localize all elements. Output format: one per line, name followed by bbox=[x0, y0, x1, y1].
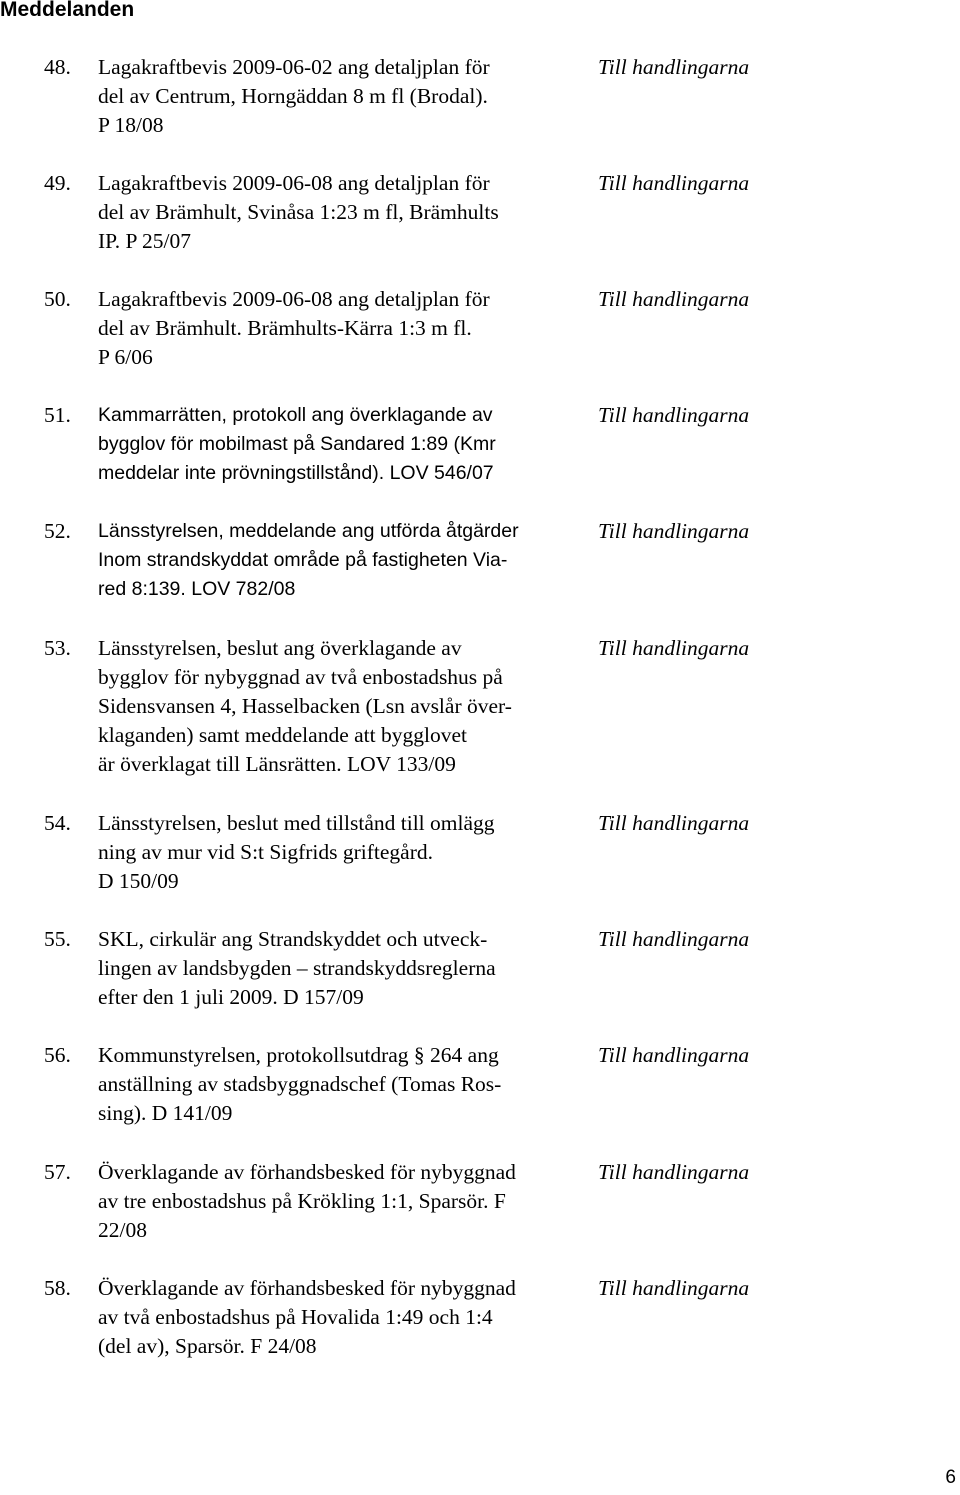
item-status: Till handlingarna bbox=[598, 1160, 750, 1184]
item-line: D 150/09 bbox=[98, 869, 179, 893]
item-line: del av Centrum, Horngäddan 8 m fl (Brodal). bbox=[98, 84, 488, 108]
item-line: av två enbostadshus på Hovalida 1:49 och 1:4 bbox=[98, 1305, 493, 1329]
item-line: P 6/06 bbox=[98, 345, 153, 369]
item-text bbox=[98, 925, 588, 1012]
item-line: lingen av landsbygden – strandskyddsreglerna bbox=[98, 956, 496, 980]
item-text bbox=[98, 1274, 588, 1361]
item-line: Inom strandskyddat område på fastigheten Via- bbox=[98, 549, 508, 571]
item-text bbox=[98, 517, 588, 604]
item-number: 48. bbox=[44, 55, 71, 79]
item-line: Lagakraftbevis 2009-06-08 ang detaljplan för bbox=[98, 171, 490, 195]
item-number: 49. bbox=[44, 171, 71, 195]
item-number: 58. bbox=[44, 1276, 71, 1300]
item-text bbox=[98, 53, 588, 140]
item-number: 51. bbox=[44, 403, 71, 427]
item-line: Kommunstyrelsen, protokollsutdrag § 264 ang bbox=[98, 1043, 499, 1067]
item-line: (del av), Sparsör. F 24/08 bbox=[98, 1334, 317, 1358]
item-line: klaganden) samt meddelande att bygglovet bbox=[98, 723, 467, 747]
item-line: av tre enbostadshus på Krökling 1:1, Sparsör. F bbox=[98, 1189, 506, 1213]
item-text bbox=[98, 1158, 588, 1245]
item-number: 54. bbox=[44, 811, 71, 835]
item-text bbox=[98, 401, 588, 488]
item-status: Till handlingarna bbox=[598, 927, 750, 951]
item-status: Till handlingarna bbox=[598, 636, 750, 660]
item-line: Länsstyrelsen, meddelande ang utförda åtgärder bbox=[98, 520, 519, 542]
page-title: Meddelanden bbox=[0, 0, 135, 21]
item-line: är överklagat till Länsrätten. LOV 133/09 bbox=[98, 752, 456, 776]
item-text bbox=[98, 169, 588, 256]
item-line: Kammarrätten, protokoll ang överklagande av bbox=[98, 404, 493, 426]
item-line: sing). D 141/09 bbox=[98, 1101, 233, 1125]
item-line: Överklagande av förhandsbesked för nybyggnad bbox=[98, 1160, 516, 1184]
item-line: Länsstyrelsen, beslut med tillstånd till omlägg bbox=[98, 811, 495, 835]
item-text bbox=[98, 285, 588, 372]
page-number: 6 bbox=[945, 1467, 956, 1488]
item-number: 53. bbox=[44, 636, 71, 660]
item-number: 52. bbox=[44, 519, 71, 543]
item-text bbox=[98, 809, 588, 896]
item-number: 57. bbox=[44, 1160, 71, 1184]
item-line: meddelar inte prövningstillstånd). LOV 546/07 bbox=[98, 462, 494, 484]
item-line: IP. P 25/07 bbox=[98, 229, 191, 253]
item-line: red 8:139. LOV 782/08 bbox=[98, 578, 296, 600]
item-number: 55. bbox=[44, 927, 71, 951]
item-line: Sidensvansen 4, Hasselbacken (Lsn avslår över- bbox=[98, 694, 512, 718]
item-line: Lagakraftbevis 2009-06-08 ang detaljplan för bbox=[98, 287, 490, 311]
item-status: Till handlingarna bbox=[598, 287, 750, 311]
item-number: 56. bbox=[44, 1043, 71, 1067]
item-line: ning av mur vid S:t Sigfrids griftegård. bbox=[98, 840, 434, 864]
item-text bbox=[98, 634, 588, 779]
item-line: del av Brämhult, Svinåsa 1:23 m fl, Brämhults bbox=[98, 200, 499, 224]
item-status: Till handlingarna bbox=[598, 1276, 750, 1300]
item-status: Till handlingarna bbox=[598, 811, 750, 835]
item-line: 22/08 bbox=[98, 1218, 147, 1242]
item-line: Länsstyrelsen, beslut ang överklagande av bbox=[98, 636, 462, 660]
item-status: Till handlingarna bbox=[598, 171, 750, 195]
item-line: bygglov för mobilmast på Sandared 1:89 (Kmr bbox=[98, 433, 496, 455]
item-status: Till handlingarna bbox=[598, 519, 750, 543]
item-number: 50. bbox=[44, 287, 71, 311]
item-line: bygglov för nybyggnad av två enbostadshus på bbox=[98, 665, 503, 689]
item-line: anställning av stadsbyggnadschef (Tomas Ros- bbox=[98, 1072, 502, 1096]
item-status: Till handlingarna bbox=[598, 55, 750, 79]
item-line: del av Brämhult. Brämhults-Kärra 1:3 m fl. bbox=[98, 316, 472, 340]
item-status: Till handlingarna bbox=[598, 403, 750, 427]
item-line: SKL, cirkulär ang Strandskyddet och utveck- bbox=[98, 927, 488, 951]
item-text bbox=[98, 1041, 588, 1128]
item-line: efter den 1 juli 2009. D 157/09 bbox=[98, 985, 364, 1009]
item-line: Lagakraftbevis 2009-06-02 ang detaljplan för bbox=[98, 55, 490, 79]
item-status: Till handlingarna bbox=[598, 1043, 750, 1067]
item-line: P 18/08 bbox=[98, 113, 164, 137]
item-line: Överklagande av förhandsbesked för nybyggnad bbox=[98, 1276, 516, 1300]
